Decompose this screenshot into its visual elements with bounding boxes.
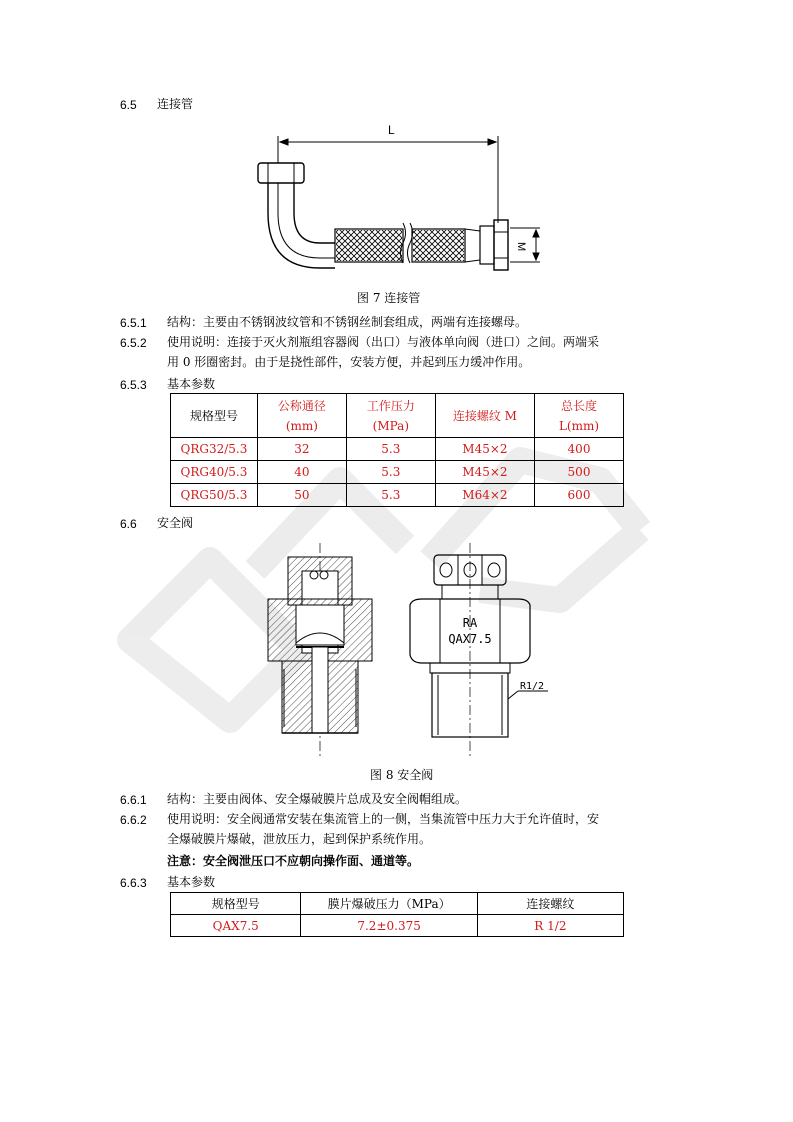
section-6-6-3-number: 6.6.3 <box>120 876 147 890</box>
section-6-6-3-title: 基本参数 <box>167 875 216 889</box>
table-header-cell: 膜片爆破压力（MPa） <box>301 893 477 915</box>
table-row <box>171 484 624 507</box>
section-6-6-title: 安全阀 <box>157 516 194 530</box>
section-6-6-number: 6.6 <box>120 517 137 531</box>
dimension-L-label: L <box>388 123 395 137</box>
section-6-5-1-text: 结构：主要由不锈钢波纹管和不锈钢丝制套组成，两端有连接螺母。 <box>167 315 528 329</box>
table-header-row <box>171 893 624 915</box>
table-cell: QRG50/5.3 <box>171 484 258 507</box>
table-header-cell: 连接螺纹 <box>477 893 623 915</box>
table-header-cell: 总长度 L(mm) <box>535 394 624 438</box>
safety-valve-drawing <box>262 543 562 758</box>
section-6-6-1-number: 6.6.1 <box>120 793 147 807</box>
table-cell: QAX7.5 <box>171 915 301 937</box>
table-cell: M45×2 <box>435 438 534 461</box>
table-cell: 500 <box>535 461 624 484</box>
figure-7-caption: 图 7 连接管 <box>357 291 421 305</box>
connecting-hose-drawing <box>240 118 550 278</box>
thread-size-label: R1/2 <box>520 681 545 692</box>
section-6-5-3-number: 6.5.3 <box>120 378 147 392</box>
table-header-cell: 连接螺纹 M <box>435 394 534 438</box>
table-header-cell: 工作压力 (MPa) <box>346 394 435 438</box>
valve-marking-model: QAX7.5 <box>448 632 492 646</box>
section-6-6-1-text: 结构：主要由阀体、安全爆破膜片总成及安全阀帽组成。 <box>167 792 468 806</box>
table-cell: M45×2 <box>435 461 534 484</box>
section-6-5-3-title: 基本参数 <box>167 377 216 391</box>
table-header-row <box>171 394 624 438</box>
figure-8-caption: 图 8 安全阀 <box>370 768 434 782</box>
section-6-5-1-number: 6.5.1 <box>120 316 147 330</box>
section-6-5-title: 连接管 <box>157 97 194 111</box>
table-cell: QRG32/5.3 <box>171 438 258 461</box>
table-row <box>171 438 624 461</box>
section-6-5-2-line1: 使用说明：连接于灭火剂瓶组容器阀（出口）与液体单向阀（进口）之间。两端采 <box>167 335 600 349</box>
valve-parameters-table <box>170 892 624 937</box>
table-row <box>171 461 624 484</box>
table-cell: 400 <box>535 438 624 461</box>
table-cell: QRG40/5.3 <box>171 461 258 484</box>
table-cell: R 1/2 <box>477 915 623 937</box>
table-cell: 50 <box>257 484 346 507</box>
table-cell: 600 <box>535 484 624 507</box>
safety-note: 注意：安全阀泄压口不应朝向操作面、通道等。 <box>167 854 420 868</box>
table-header-cell: 规格型号 <box>171 893 301 915</box>
section-6-6-2-line1: 使用说明：安全阀通常安装在集流管上的一侧，当集流管中压力大于允许值时，安 <box>167 812 600 826</box>
section-6-5-2-line2: 用 0 形圈密封。由于是挠性部件，安装方便，并起到压力缓冲作用。 <box>167 355 531 369</box>
section-6-6-2-number: 6.6.2 <box>120 813 147 827</box>
table-cell: 5.3 <box>346 461 435 484</box>
table-cell: 7.2±0.375 <box>301 915 477 937</box>
table-cell: 40 <box>257 461 346 484</box>
table-row <box>171 915 624 937</box>
dimension-M-label: M <box>515 242 527 252</box>
table-cell: 5.3 <box>346 438 435 461</box>
valve-marking-ra: RA <box>462 616 478 630</box>
table-cell: 32 <box>257 438 346 461</box>
table-header-cell: 规格型号 <box>171 394 258 438</box>
section-6-5-2-number: 6.5.2 <box>120 336 147 350</box>
hose-parameters-table <box>170 393 624 507</box>
table-cell: 5.3 <box>346 484 435 507</box>
table-cell: M64×2 <box>435 484 534 507</box>
table-header-cell: 公称通径 (mm) <box>257 394 346 438</box>
section-6-5-number: 6.5 <box>120 98 137 112</box>
section-6-6-2-line2: 全爆破膜片爆破，泄放压力，起到保护系统作用。 <box>167 832 432 846</box>
